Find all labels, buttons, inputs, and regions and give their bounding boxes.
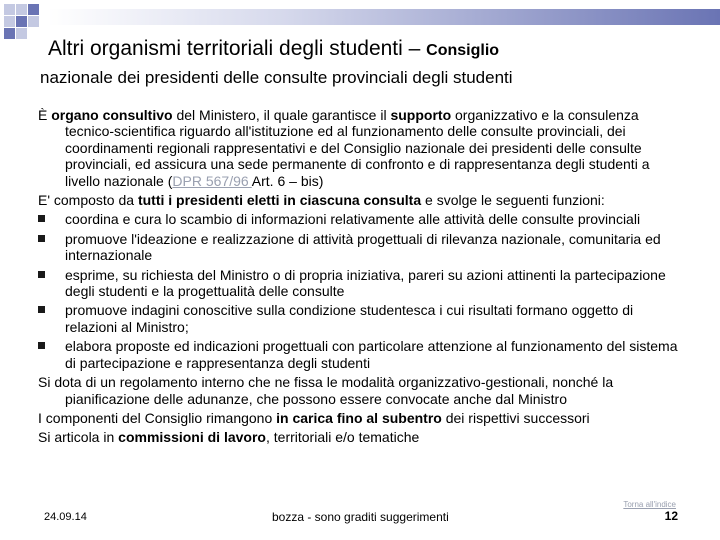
- dpr-link[interactable]: DPR 567/96: [172, 172, 252, 189]
- bullet-text: promuove l'ideazione e realizzazione di attività progettuali di rilevanza nazionale, comunitaria ed internazionale: [65, 230, 661, 264]
- text: E' composto da: [38, 192, 138, 209]
- text: È: [38, 107, 52, 123]
- paragraph-componenti: [38, 410, 680, 426]
- paragraph-composto: [38, 192, 680, 208]
- bullet-square-icon: [38, 271, 45, 278]
- bullet-item: [38, 267, 680, 300]
- bold-text: supporto: [390, 107, 452, 123]
- title-small: Consiglio: [426, 42, 500, 59]
- text: e svolge le seguenti funzioni:: [421, 192, 605, 209]
- footer-note: bozza - sono graditi suggerimenti: [272, 510, 449, 524]
- footer-date: 24.09.14: [44, 511, 87, 523]
- back-to-index-link[interactable]: Torna all'indice: [623, 500, 676, 509]
- bullet-text: esprime, su richiesta del Ministro o di propria iniziativa, pareri su azioni attinenti la partecipazione degli studenti e la progettualità delle consulte: [65, 266, 666, 300]
- text: I componenti del Consiglio rimangono: [38, 409, 277, 426]
- bold-text: tutti i presidenti eletti in ciascuna consulta: [137, 192, 422, 209]
- text: del Ministero, il quale garantisce il: [172, 107, 391, 123]
- bullet-item: [38, 302, 680, 335]
- title-main: Altri organismi territoriali degli studenti –: [48, 37, 427, 60]
- bullet-square-icon: [38, 235, 45, 242]
- bullet-text: promuove indagini conoscitive sulla condizione studentesca i cui risultati formano oggetto di relazioni al Ministro;: [65, 302, 634, 335]
- text: Si articola in: [38, 429, 119, 446]
- slide-title: [48, 37, 499, 61]
- paragraph-regolamento: Si dota di un regolamento interno che ne fissa le modalità organizzativo-gestionali, nonché la pianificazione delle adunanze, che possono essere convocate anche dal Ministro: [38, 374, 614, 407]
- bullet-square-icon: [38, 342, 45, 349]
- bullet-text: coordina e cura lo scambio di informazioni relativamente alle attività delle consulte provinciali: [65, 211, 641, 228]
- bold-text: organo consultivo: [51, 107, 173, 123]
- bullet-item: [38, 231, 680, 264]
- text: , territoriali e/o tematiche: [265, 429, 420, 446]
- bullet-square-icon: [38, 306, 45, 313]
- bold-text: commissioni di lavoro: [118, 429, 266, 446]
- slide-subtitle: nazionale dei presidenti delle consulte provinciali degli studenti: [40, 68, 513, 87]
- bullet-item: [38, 338, 680, 371]
- bullet-text: elabora proposte ed indicazioni progettuali con particolare attenzione al funzionamento del sistema di partecipazione e rappresentanza degli studenti: [65, 338, 678, 371]
- bullet-item: [38, 211, 680, 227]
- text: organizzativo e la consulenza tecnico-scientifica riguardo all'istituzione ed al funzionamento delle consulte provinciali, dei coordinamenti regionali rappresentativi e del Consiglio nazionale dei presidenti delle consulte provinciali, ed assicura una sede permanente di confronto e di rappresentanza degli studenti a livello nazionale (: [65, 107, 650, 189]
- slide-body: [38, 107, 680, 449]
- paragraph-organo: [38, 107, 680, 189]
- text: dei rispettivi successori: [441, 409, 590, 426]
- bold-text: in carica fino al subentro: [276, 409, 442, 426]
- header-decoration: [0, 0, 720, 40]
- page-number: 12: [664, 509, 678, 523]
- text: Art. 6 – bis): [251, 172, 324, 189]
- paragraph-commissioni: [38, 429, 680, 445]
- bullet-square-icon: [38, 215, 45, 222]
